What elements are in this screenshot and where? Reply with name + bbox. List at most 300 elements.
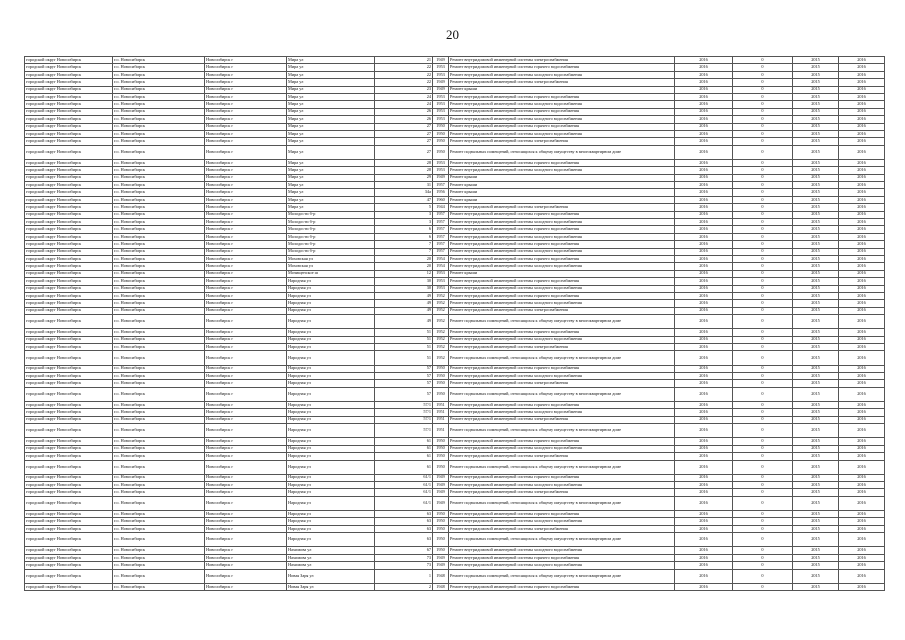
locality-cell: Новосибирск г: [205, 547, 287, 554]
cost-cell: 0: [733, 204, 793, 211]
street-cell: Мира ул: [287, 167, 375, 174]
municipality-cell: городской округ Новосибирск: [25, 387, 113, 401]
build-year-cell: 1951: [433, 424, 449, 438]
end-year-cell: 2016: [839, 71, 885, 78]
locality-cell: Новосибирск г: [205, 167, 287, 174]
house-number-cell: 28: [375, 167, 433, 174]
cost-cell: 0: [733, 292, 793, 299]
table-row: [25, 344, 885, 351]
house-number-cell: 49: [375, 300, 433, 307]
cost-cell: 0: [733, 351, 793, 365]
street-cell: Молодости б-р: [287, 233, 375, 240]
end-year-cell: 2016: [839, 482, 885, 489]
start-year-cell: 2015: [793, 270, 839, 277]
end-year-cell: 2016: [839, 101, 885, 108]
end-year-cell: 2016: [839, 445, 885, 452]
district-cell: г.о. Новосибирск: [113, 453, 205, 460]
table-row: [25, 373, 885, 380]
municipality-cell: городской округ Новосибирск: [25, 416, 113, 423]
table-row: [25, 569, 885, 583]
plan-year-cell: 2016: [675, 167, 733, 174]
end-year-cell: 2016: [839, 518, 885, 525]
street-cell: Нахимова ул: [287, 562, 375, 569]
table-row: [25, 86, 885, 93]
street-cell: Народная ул: [287, 292, 375, 299]
house-number-cell: 30: [375, 278, 433, 285]
municipality-cell: городской округ Новосибирск: [25, 233, 113, 240]
street-cell: Молодости б-р: [287, 248, 375, 255]
work-type-cell: Ремонт внутридомовой инженерной системы горячего водоснабжения: [449, 365, 675, 372]
cost-cell: 0: [733, 336, 793, 343]
start-year-cell: 2015: [793, 365, 839, 372]
street-cell: Народная ул: [287, 474, 375, 481]
cost-cell: 0: [733, 285, 793, 292]
cost-cell: 0: [733, 460, 793, 474]
district-cell: г.о. Новосибирск: [113, 233, 205, 240]
house-number-cell: 57: [375, 373, 433, 380]
district-cell: г.о. Новосибирск: [113, 292, 205, 299]
start-year-cell: 2015: [793, 336, 839, 343]
locality-cell: Новосибирск г: [205, 387, 287, 401]
table-row: [25, 554, 885, 561]
locality-cell: Новосибирск г: [205, 474, 287, 481]
start-year-cell: 2015: [793, 86, 839, 93]
start-year-cell: 2015: [793, 416, 839, 423]
work-type-cell: Ремонт подвальных помещений, относящихся к общему имуществу в многоквартирном доме: [449, 351, 675, 365]
build-year-cell: 1950: [433, 547, 449, 554]
district-cell: г.о. Новосибирск: [113, 270, 205, 277]
cost-cell: 0: [733, 401, 793, 408]
cost-cell: 0: [733, 373, 793, 380]
house-number-cell: 23: [375, 86, 433, 93]
start-year-cell: 2015: [793, 569, 839, 583]
locality-cell: Новосибирск г: [205, 86, 287, 93]
cost-cell: 0: [733, 211, 793, 218]
street-cell: Народная ул: [287, 365, 375, 372]
district-cell: г.о. Новосибирск: [113, 373, 205, 380]
end-year-cell: 2016: [839, 496, 885, 510]
street-cell: Народная ул: [287, 336, 375, 343]
end-year-cell: 2016: [839, 174, 885, 181]
municipality-cell: городской округ Новосибирск: [25, 248, 113, 255]
work-type-cell: Ремонт внутридомовой инженерной системы горячего водоснабжения: [449, 583, 675, 590]
municipality-cell: городской округ Новосибирск: [25, 138, 113, 145]
end-year-cell: 2016: [839, 489, 885, 496]
start-year-cell: 2015: [793, 233, 839, 240]
plan-year-cell: 2016: [675, 438, 733, 445]
street-cell: Народная ул: [287, 351, 375, 365]
plan-year-cell: 2016: [675, 583, 733, 590]
locality-cell: Новосибирск г: [205, 518, 287, 525]
start-year-cell: 2015: [793, 57, 839, 64]
plan-year-cell: 2016: [675, 64, 733, 71]
house-number-cell: 61: [375, 438, 433, 445]
district-cell: г.о. Новосибирск: [113, 182, 205, 189]
build-year-cell: 1950: [433, 138, 449, 145]
work-type-cell: Ремонт внутридомовой инженерной системы электроснабжения: [449, 380, 675, 387]
table-row: [25, 145, 885, 159]
build-year-cell: 1949: [433, 57, 449, 64]
cost-cell: 0: [733, 525, 793, 532]
street-cell: Новая Заря ул: [287, 569, 375, 583]
work-type-cell: Ремонт внутридомовой инженерной системы электроснабжения: [449, 307, 675, 314]
start-year-cell: 2015: [793, 130, 839, 137]
work-type-cell: Ремонт крыши: [449, 270, 675, 277]
municipality-cell: городской округ Новосибирск: [25, 315, 113, 329]
plan-year-cell: 2016: [675, 285, 733, 292]
build-year-cell: 1954: [433, 263, 449, 270]
end-year-cell: 2016: [839, 219, 885, 226]
end-year-cell: 2016: [839, 307, 885, 314]
cost-cell: 0: [733, 380, 793, 387]
municipality-cell: городской округ Новосибирск: [25, 226, 113, 233]
district-cell: г.о. Новосибирск: [113, 380, 205, 387]
district-cell: г.о. Новосибирск: [113, 93, 205, 100]
table-row: [25, 562, 885, 569]
plan-year-cell: 2016: [675, 196, 733, 203]
house-number-cell: 31: [375, 182, 433, 189]
table-row: [25, 64, 885, 71]
table-row: [25, 424, 885, 438]
locality-cell: Новосибирск г: [205, 525, 287, 532]
end-year-cell: 2016: [839, 196, 885, 203]
start-year-cell: 2015: [793, 351, 839, 365]
house-number-cell: 57/1: [375, 424, 433, 438]
plan-year-cell: 2016: [675, 387, 733, 401]
page-number: 20: [446, 27, 459, 42]
cost-cell: 0: [733, 315, 793, 329]
locality-cell: Новосибирск г: [205, 219, 287, 226]
street-cell: Нахимова ул: [287, 547, 375, 554]
build-year-cell: 1949: [433, 554, 449, 561]
end-year-cell: 2016: [839, 278, 885, 285]
end-year-cell: 2016: [839, 424, 885, 438]
table-row: [25, 71, 885, 78]
cost-cell: 0: [733, 562, 793, 569]
end-year-cell: 2016: [839, 525, 885, 532]
table-row: [25, 285, 885, 292]
street-cell: Молодости б-р: [287, 211, 375, 218]
district-cell: г.о. Новосибирск: [113, 219, 205, 226]
end-year-cell: 2016: [839, 401, 885, 408]
build-year-cell: 1953: [433, 285, 449, 292]
locality-cell: Новосибирск г: [205, 108, 287, 115]
build-year-cell: 1951: [433, 409, 449, 416]
district-cell: г.о. Новосибирск: [113, 307, 205, 314]
municipality-cell: городской округ Новосибирск: [25, 401, 113, 408]
start-year-cell: 2015: [793, 409, 839, 416]
table-row: [25, 123, 885, 130]
locality-cell: Новосибирск г: [205, 416, 287, 423]
locality-cell: Новосибирск г: [205, 101, 287, 108]
start-year-cell: 2015: [793, 159, 839, 166]
house-number-cell: 24: [375, 101, 433, 108]
district-cell: г.о. Новосибирск: [113, 255, 205, 262]
end-year-cell: 2016: [839, 416, 885, 423]
table-row: [25, 241, 885, 248]
district-cell: г.о. Новосибирск: [113, 226, 205, 233]
plan-year-cell: 2016: [675, 365, 733, 372]
house-number-cell: 3: [375, 211, 433, 218]
locality-cell: Новосибирск г: [205, 255, 287, 262]
municipality-cell: городской округ Новосибирск: [25, 344, 113, 351]
cost-cell: 0: [733, 189, 793, 196]
street-cell: Мочищенское ш: [287, 270, 375, 277]
work-type-cell: Ремонт подвальных помещений, относящихся к общему имуществу в многоквартирном доме: [449, 460, 675, 474]
cost-cell: 0: [733, 174, 793, 181]
build-year-cell: 1952: [433, 300, 449, 307]
end-year-cell: 2016: [839, 145, 885, 159]
start-year-cell: 2015: [793, 547, 839, 554]
end-year-cell: 2016: [839, 315, 885, 329]
municipality-cell: городской округ Новосибирск: [25, 79, 113, 86]
plan-year-cell: 2016: [675, 453, 733, 460]
work-type-cell: Ремонт внутридомовой инженерной системы горячего водоснабжения: [449, 278, 675, 285]
house-number-cell: 27: [375, 145, 433, 159]
start-year-cell: 2015: [793, 292, 839, 299]
district-cell: г.о. Новосибирск: [113, 438, 205, 445]
end-year-cell: 2016: [839, 387, 885, 401]
municipality-cell: городской округ Новосибирск: [25, 64, 113, 71]
plan-year-cell: 2016: [675, 315, 733, 329]
plan-year-cell: 2016: [675, 401, 733, 408]
work-type-cell: Ремонт внутридомовой инженерной системы холодного водоснабжения: [449, 336, 675, 343]
municipality-cell: городской округ Новосибирск: [25, 307, 113, 314]
start-year-cell: 2015: [793, 554, 839, 561]
municipality-cell: городской округ Новосибирск: [25, 167, 113, 174]
district-cell: г.о. Новосибирск: [113, 204, 205, 211]
start-year-cell: 2015: [793, 460, 839, 474]
house-number-cell: 7: [375, 241, 433, 248]
street-cell: Мира ул: [287, 204, 375, 211]
table-row: [25, 226, 885, 233]
table-row: [25, 482, 885, 489]
plan-year-cell: 2016: [675, 474, 733, 481]
municipality-cell: городской округ Новосибирск: [25, 300, 113, 307]
cost-cell: 0: [733, 511, 793, 518]
start-year-cell: 2015: [793, 562, 839, 569]
street-cell: Мира ул: [287, 57, 375, 64]
municipality-cell: городской округ Новосибирск: [25, 101, 113, 108]
plan-year-cell: 2016: [675, 174, 733, 181]
table-row: [25, 496, 885, 510]
work-type-cell: Ремонт внутридомовой инженерной системы горячего водоснабжения: [449, 159, 675, 166]
end-year-cell: 2016: [839, 474, 885, 481]
start-year-cell: 2015: [793, 482, 839, 489]
house-number-cell: 49: [375, 292, 433, 299]
plan-year-cell: 2016: [675, 518, 733, 525]
locality-cell: Новосибирск г: [205, 315, 287, 329]
cost-cell: 0: [733, 329, 793, 336]
district-cell: г.о. Новосибирск: [113, 79, 205, 86]
table-row: [25, 445, 885, 452]
municipality-cell: городской округ Новосибирск: [25, 409, 113, 416]
work-type-cell: Ремонт внутридомовой инженерной системы холодного водоснабжения: [449, 263, 675, 270]
table-row: [25, 453, 885, 460]
plan-year-cell: 2016: [675, 525, 733, 532]
plan-year-cell: 2016: [675, 204, 733, 211]
locality-cell: Новосибирск г: [205, 226, 287, 233]
table-row: [25, 292, 885, 299]
end-year-cell: 2016: [839, 116, 885, 123]
locality-cell: Новосибирск г: [205, 196, 287, 203]
locality-cell: Новосибирск г: [205, 401, 287, 408]
table-row: [25, 57, 885, 64]
cost-cell: 0: [733, 57, 793, 64]
end-year-cell: 2016: [839, 182, 885, 189]
municipality-cell: городской округ Новосибирск: [25, 482, 113, 489]
end-year-cell: 2016: [839, 211, 885, 218]
work-type-cell: Ремонт внутридомовой инженерной системы холодного водоснабжения: [449, 373, 675, 380]
locality-cell: Новосибирск г: [205, 285, 287, 292]
municipality-cell: городской округ Новосибирск: [25, 219, 113, 226]
locality-cell: Новосибирск г: [205, 533, 287, 547]
start-year-cell: 2015: [793, 248, 839, 255]
end-year-cell: 2016: [839, 292, 885, 299]
municipality-cell: городской округ Новосибирск: [25, 525, 113, 532]
house-number-cell: 49: [375, 315, 433, 329]
street-cell: Мира ул: [287, 138, 375, 145]
district-cell: г.о. Новосибирск: [113, 145, 205, 159]
end-year-cell: 2016: [839, 453, 885, 460]
municipality-cell: городской округ Новосибирск: [25, 336, 113, 343]
work-type-cell: Ремонт подвальных помещений, относящихся к общему имуществу в многоквартирном доме: [449, 496, 675, 510]
build-year-cell: 1954: [433, 255, 449, 262]
start-year-cell: 2015: [793, 453, 839, 460]
plan-year-cell: 2016: [675, 562, 733, 569]
street-cell: Народная ул: [287, 533, 375, 547]
work-type-cell: Ремонт внутридомовой инженерной системы горячего водоснабжения: [449, 123, 675, 130]
street-cell: Народная ул: [287, 518, 375, 525]
build-year-cell: 1949: [433, 496, 449, 510]
work-type-cell: Ремонт внутридомовой инженерной системы горячего водоснабжения: [449, 401, 675, 408]
street-cell: Народная ул: [287, 285, 375, 292]
cost-cell: 0: [733, 226, 793, 233]
work-type-cell: Ремонт внутридомовой инженерной системы холодного водоснабжения: [449, 248, 675, 255]
municipality-cell: городской округ Новосибирск: [25, 569, 113, 583]
street-cell: Молодости б-р: [287, 241, 375, 248]
build-year-cell: 1950: [433, 365, 449, 372]
district-cell: г.о. Новосибирск: [113, 496, 205, 510]
work-type-cell: Ремонт крыши: [449, 196, 675, 203]
municipality-cell: городской округ Новосибирск: [25, 116, 113, 123]
end-year-cell: 2016: [839, 248, 885, 255]
end-year-cell: 2016: [839, 79, 885, 86]
end-year-cell: 2016: [839, 344, 885, 351]
plan-year-cell: 2016: [675, 569, 733, 583]
table-row: [25, 387, 885, 401]
start-year-cell: 2015: [793, 145, 839, 159]
municipality-cell: городской округ Новосибирск: [25, 562, 113, 569]
cost-cell: 0: [733, 554, 793, 561]
district-cell: г.о. Новосибирск: [113, 211, 205, 218]
cost-cell: 0: [733, 307, 793, 314]
build-year-cell: 1952: [433, 315, 449, 329]
start-year-cell: 2015: [793, 278, 839, 285]
start-year-cell: 2015: [793, 511, 839, 518]
table-row: [25, 174, 885, 181]
start-year-cell: 2015: [793, 101, 839, 108]
house-number-cell: 49: [375, 307, 433, 314]
street-cell: Народная ул: [287, 387, 375, 401]
locality-cell: Новосибирск г: [205, 145, 287, 159]
cost-cell: 0: [733, 167, 793, 174]
end-year-cell: 2016: [839, 460, 885, 474]
locality-cell: Новосибирск г: [205, 511, 287, 518]
district-cell: г.о. Новосибирск: [113, 482, 205, 489]
build-year-cell: 1951: [433, 416, 449, 423]
plan-year-cell: 2016: [675, 71, 733, 78]
end-year-cell: 2016: [839, 380, 885, 387]
build-year-cell: 1960: [433, 196, 449, 203]
end-year-cell: 2016: [839, 562, 885, 569]
locality-cell: Новосибирск г: [205, 300, 287, 307]
start-year-cell: 2015: [793, 93, 839, 100]
build-year-cell: 1957: [433, 211, 449, 218]
plan-year-cell: 2016: [675, 263, 733, 270]
locality-cell: Новосибирск г: [205, 130, 287, 137]
start-year-cell: 2015: [793, 300, 839, 307]
build-year-cell: 1950: [433, 380, 449, 387]
cost-cell: 0: [733, 248, 793, 255]
start-year-cell: 2015: [793, 138, 839, 145]
municipality-cell: городской округ Новосибирск: [25, 511, 113, 518]
municipality-cell: городской округ Новосибирск: [25, 583, 113, 590]
district-cell: г.о. Новосибирск: [113, 409, 205, 416]
plan-year-cell: 2016: [675, 533, 733, 547]
start-year-cell: 2015: [793, 123, 839, 130]
plan-year-cell: 2016: [675, 351, 733, 365]
repair-registry-table: [24, 56, 885, 591]
build-year-cell: 1950: [433, 373, 449, 380]
work-type-cell: Ремонт внутридомовой инженерной системы горячего водоснабжения: [449, 108, 675, 115]
locality-cell: Новосибирск г: [205, 438, 287, 445]
end-year-cell: 2016: [839, 204, 885, 211]
street-cell: Молодости б-р: [287, 226, 375, 233]
end-year-cell: 2016: [839, 167, 885, 174]
table-row: [25, 300, 885, 307]
locality-cell: Новосибирск г: [205, 233, 287, 240]
start-year-cell: 2015: [793, 474, 839, 481]
locality-cell: Новосибирск г: [205, 292, 287, 299]
plan-year-cell: 2016: [675, 86, 733, 93]
locality-cell: Новосибирск г: [205, 79, 287, 86]
house-number-cell: 63: [375, 533, 433, 547]
district-cell: г.о. Новосибирск: [113, 460, 205, 474]
house-number-cell: 51: [375, 351, 433, 365]
house-number-cell: 47: [375, 196, 433, 203]
end-year-cell: 2016: [839, 533, 885, 547]
build-year-cell: 1949: [433, 79, 449, 86]
build-year-cell: 1950: [433, 525, 449, 532]
work-type-cell: Ремонт внутридомовой инженерной системы холодного водоснабжения: [449, 445, 675, 452]
table-row: [25, 233, 885, 240]
cost-cell: 0: [733, 86, 793, 93]
house-number-cell: 51: [375, 344, 433, 351]
street-cell: Молодости б-р: [287, 219, 375, 226]
street-cell: Народная ул: [287, 329, 375, 336]
start-year-cell: 2015: [793, 182, 839, 189]
cost-cell: 0: [733, 409, 793, 416]
municipality-cell: городской округ Новосибирск: [25, 365, 113, 372]
table-row: [25, 438, 885, 445]
street-cell: Народная ул: [287, 482, 375, 489]
table-row: [25, 167, 885, 174]
work-type-cell: Ремонт внутридомовой инженерной системы горячего водоснабжения: [449, 64, 675, 71]
work-type-cell: Ремонт внутридомовой инженерной системы холодного водоснабжения: [449, 300, 675, 307]
district-cell: г.о. Новосибирск: [113, 511, 205, 518]
house-number-cell: 63: [375, 525, 433, 532]
